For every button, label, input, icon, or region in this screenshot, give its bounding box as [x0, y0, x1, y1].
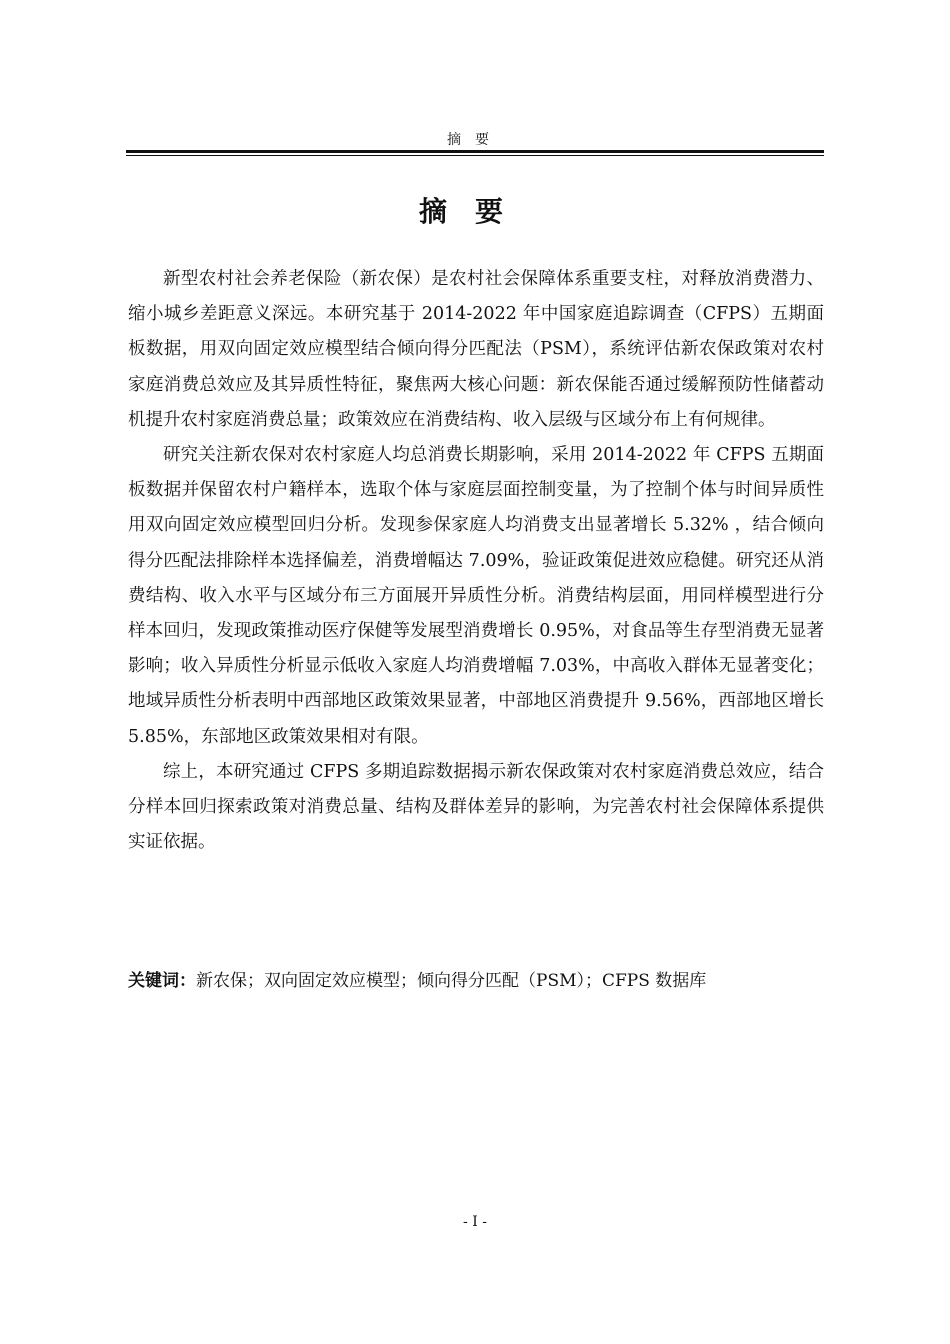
page-number: - I -	[463, 1214, 487, 1230]
abstract-paragraph-2: 研究关注新农保对农村家庭人均总消费长期影响，采用 2014-2022 年 CFPS 五期面板数据并保留农村户籍样本，选取个体与家庭层面控制变量，为了控制个体与时间异质性用双向固定效应模型回归分析。发现参保家庭人均消费支出显著增长 5.32% ，结合倾向得分匹配法排除样本选择偏差，消费增幅达 7.09%，验证政策促进效应稳健。研究还从消费结构、收入水平与区域分布三方面展开异质性分析。消费结构层面，用同样模型进行分样本回归，发现政策推动医疗保健等发展型消费增长 0.95%，对食品等生存型消费无显著影响；收入异质性分析显示低收入家庭人均消费增幅 7.03%，中高收入群体无显著变化；地域异质性分析表明中西部地区政策效果显著，中部地区消费提升 9.56%，西部地区增长 5.85%，东部地区政策效果相对有限。	[128, 445, 824, 747]
abstract-body	[128, 262, 824, 860]
header-rule-thin	[126, 155, 824, 156]
keywords-line	[128, 966, 824, 996]
header-rule	[126, 150, 824, 153]
abstract-paragraph-1: 新型农村社会养老保险（新农保）是农村社会保障体系重要支柱，对释放消费潜力、缩小城乡差距意义深远。本研究基于 2014-2022 年中国家庭追踪调查（CFPS）五期面板数据，用双向固定效应模型结合倾向得分匹配法（PSM），系统评估新农保政策对农村家庭消费总效应及其异质性特征，聚焦两大核心问题：新农保能否通过缓解预防性储蓄动机提升农村家庭消费总量；政策效应在消费结构、收入层级与区域分布上有何规律。	[128, 269, 824, 430]
page-title: 摘要	[418, 195, 531, 228]
keywords-label: 关键词：	[128, 971, 196, 991]
keywords-list: 新农保；双向固定效应模型；倾向得分匹配（PSM）；CFPS 数据库	[196, 971, 707, 991]
running-header: 摘要	[447, 132, 503, 148]
abstract-paragraph-3: 综上，本研究通过 CFPS 多期追踪数据揭示新农保政策对农村家庭消费总效应，结合分样本回归探索政策对消费总量、结构及群体差异的影响，为完善农村社会保障体系提供实证依据。	[128, 761, 824, 853]
